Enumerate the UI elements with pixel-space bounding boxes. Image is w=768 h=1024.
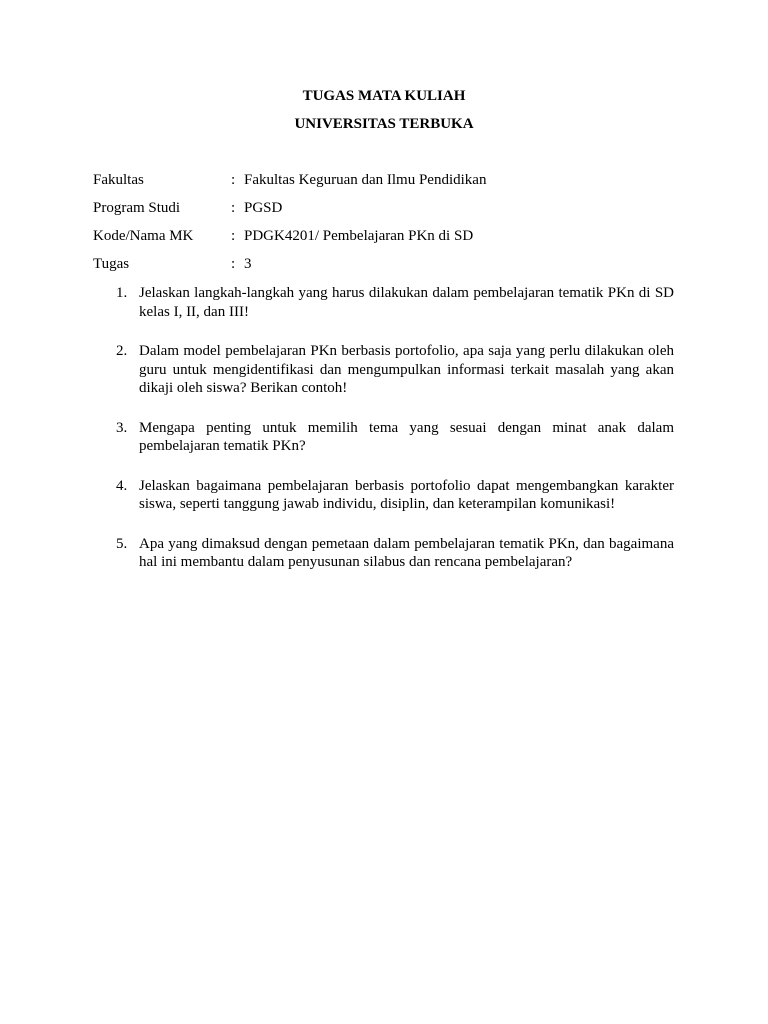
info-label: Kode/Nama MK xyxy=(93,228,194,244)
info-value: 3 xyxy=(244,256,252,272)
info-separator: : xyxy=(231,200,236,216)
info-value: PDGK4201/ Pembelajaran PKn di SD xyxy=(244,228,474,244)
document-title: TUGAS MATA KULIAH xyxy=(302,88,466,104)
question-text: Apa yang dimaksud dengan pemetaan dalam pembelajaran tematik PKn, dan bagaimana hal ini membantu dalam penyusunan silabus dan rencana pembelajaran? xyxy=(139,535,674,570)
question-item xyxy=(108,477,674,514)
info-separator: : xyxy=(231,256,236,272)
question-number: 1. xyxy=(116,285,128,301)
info-separator: : xyxy=(231,172,236,188)
question-text: Mengapa penting untuk memilih tema yang sesuai dengan minat anak dalam pembelajaran tematik PKn? xyxy=(139,419,674,454)
question-item xyxy=(108,535,674,572)
question-item xyxy=(108,342,674,398)
info-value: PGSD xyxy=(244,200,283,216)
question-item xyxy=(108,419,674,456)
question-number: 4. xyxy=(116,477,128,494)
question-text: Jelaskan langkah-langkah yang harus dilakukan dalam pembelajaran tematik PKn di SD kelas I, II, dan III! xyxy=(139,285,674,320)
info-label: Tugas xyxy=(93,256,130,272)
info-label: Program Studi xyxy=(93,200,181,216)
question-text: Dalam model pembelajaran PKn berbasis portofolio, apa saja yang perlu dilakukan oleh guru untuk mengidentifikasi dan mengumpulkan informasi terkait masalah yang akan dikaji oleh siswa? Berikan contoh! xyxy=(139,343,674,396)
question-number: 3. xyxy=(116,419,128,436)
question-number: 2. xyxy=(116,343,128,359)
question-text: Jelaskan bagaimana pembelajaran berbasis portofolio dapat mengembangkan karakter siswa, seperti tanggung jawab individu, disiplin, dan keterampilan komunikasi! xyxy=(139,477,674,512)
info-label: Fakultas xyxy=(93,172,144,188)
info-value: Fakultas Keguruan dan Ilmu Pendidikan xyxy=(244,172,487,188)
document-subtitle: UNIVERSITAS TERBUKA xyxy=(294,116,474,132)
info-separator: : xyxy=(231,228,236,244)
question-number: 5. xyxy=(116,535,128,552)
question-list xyxy=(108,284,674,593)
question-item xyxy=(108,284,674,321)
